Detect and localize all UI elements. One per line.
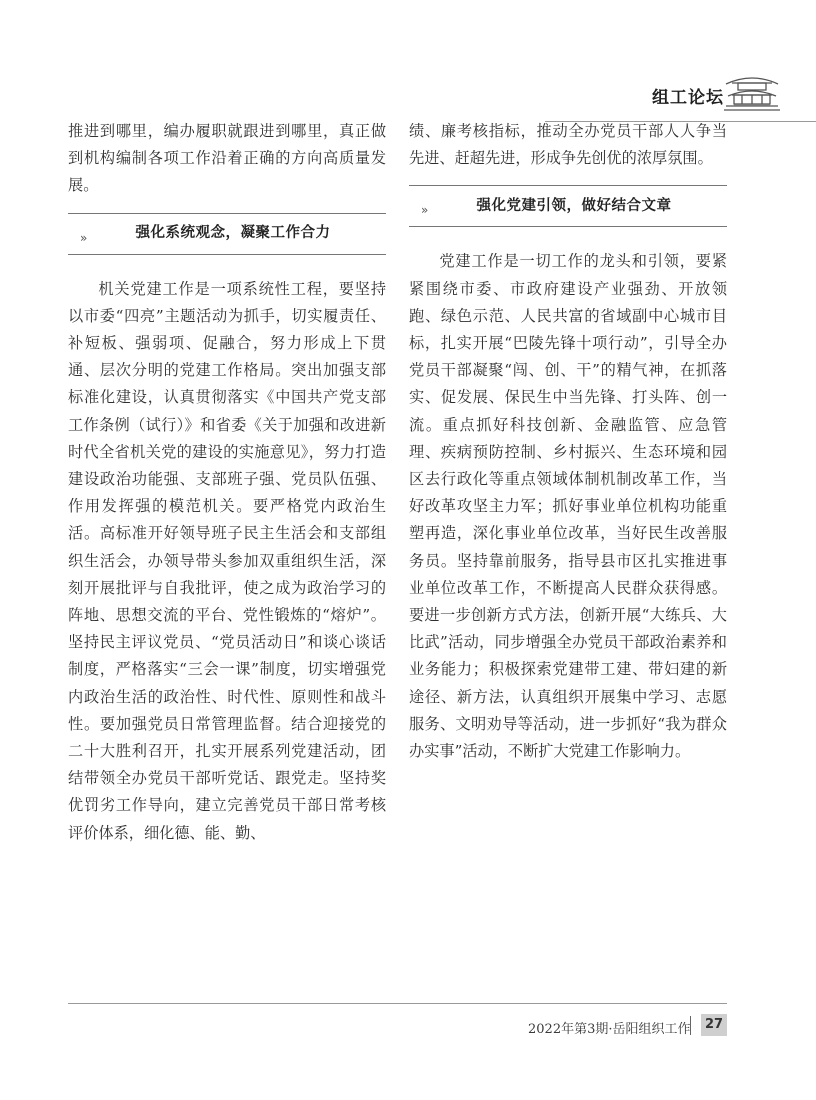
left-heading-text: 强化系统观念，凝聚工作合力 xyxy=(135,225,331,241)
right-column xyxy=(409,118,727,765)
right-intro-paragraph: 绩、廉考核指标，推动全办党员干部人人争当先进、赶超先进，形成争先创优的浓厚氛围。 xyxy=(409,122,727,168)
footer-issue-text: 2022年第3期·岳阳组织工作 xyxy=(528,1022,691,1037)
section-label: 组工论坛 xyxy=(652,88,724,108)
left-column xyxy=(68,118,386,847)
double-chevron-icon: » xyxy=(80,230,88,245)
left-intro-paragraph: 推进到哪里，编办履职就跟进到哪里，真正做到机构编制各项工作沿着正确的方向高质量发展。 xyxy=(68,122,386,195)
double-chevron-icon: » xyxy=(421,203,429,218)
left-section-heading xyxy=(68,213,386,255)
footer-rule xyxy=(68,1003,727,1004)
left-body-paragraph: 机关党建工作是一项系统性工程，要坚持以市委“四亮”主题活动为抓手，切实履责任、补短板、强弱项、促融合，努力形成上下贯通、层次分明的党建工作格局。突出加强支部标准化建设，认真贯彻落实《中国共产党支部工作条例（试行）》和省委《关于加强和改进新时代全省机关党的建设的实施意见》，努力打造建设政治功能强、支部班子强、党员队伍强、作用发挥强的模范机关。要严格党内政治生活。高标准开好领导班子民主生活会和支部组织生活会，办领导带头参加双重组织生活，深刻开展批评与自我批评，使之成为政治学习的阵地、思想交流的平台、党性锻炼的“熔炉”。坚持民主评议党员、“党员活动日”和谈心谈话制度，严格落实“三会一课”制度，切实增强党内政治生活的政治性、时代性、原则性和战斗性。要加强党员日常管理监督。结合迎接党的二十大胜利召开，扎实开展系列党建活动，团结带领全办党员干部听党话、跟党走。坚持奖优罚劣工作导向，建立完善党员干部日常考核评价体系，细化德、能、勤、 xyxy=(68,279,386,842)
footer-separator xyxy=(690,1016,691,1035)
right-body-paragraph: 党建工作是一切工作的龙头和引领，要紧紧围绕市委、市政府建设产业强劲、开放领跑、绿色示范、人民共富的省域副中心城市目标，扎实开展“巴陵先锋十项行动”，引导全办党员干部凝聚“闯、创、干”的精气神，在抓落实、促发展、保民生中当先锋、打头阵、创一流。重点抓好科技创新、金融监管、应急管理、疾病预防控制、乡村振兴、生态环境和园区去行政化等重点领域体制机制改革工作，当好改革攻坚主力军；抓好事业单位机构功能重塑再造，深化事业单位改革，当好民生改善服务员。坚持靠前服务，指导县市区扎实推进事业单位改革工作，不断提高人民群众获得感。要进一步创新方式方法，创新开展“大练兵、大比武”活动，同步增强全办党员干部政治素养和业务能力；积极探索党建带工建、带妇建的新途径、新方法，认真组织开展集中学习、志愿服务、文明劝导等活动，进一步抓好“我为群众办实事”活动，不断扩大党建工作影响力。 xyxy=(409,252,727,761)
right-section-heading xyxy=(409,185,727,227)
right-heading-text: 强化党建引领，做好结合文章 xyxy=(476,197,672,214)
page-number: 27 xyxy=(701,1014,727,1036)
pavilion-logo-icon xyxy=(722,70,782,114)
